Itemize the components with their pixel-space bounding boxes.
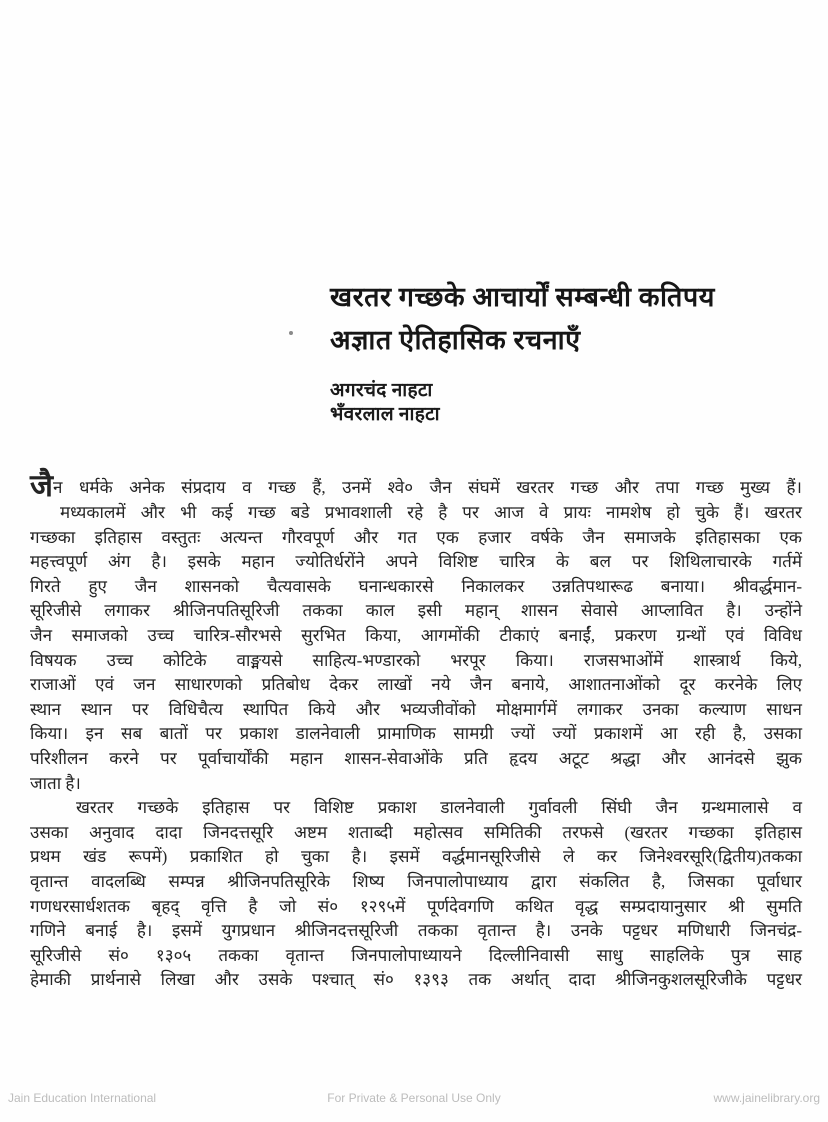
- body-line: खरतर गच्छके इतिहास पर विशिष्ट प्रकाश डालनेवाली गुर्वावली सिंघी जैन ग्रन्थमालासे व: [76, 798, 802, 818]
- page-footer: [0, 1091, 828, 1111]
- body-line: जैन समाजको उच्च चारित्र-सौरभसे सुरभित किया, आगमोंकी टीकाएं बनाईं, प्रकरण ग्रन्थों एवं विविध: [30, 625, 802, 645]
- footer-usage-notice: For Private & Personal Use Only: [327, 1091, 501, 1105]
- body-line: जाता है।: [30, 773, 81, 793]
- body-line: वृतान्त वादलब्धि सम्पन्न श्रीजिनपतिसूरिके शिष्य जिनपालोपाध्याय द्वारा संकलित है, जिसका पूर्वाधार: [30, 871, 802, 891]
- body-line: राजाओं एवं जन साधारणको प्रतिबोध देकर लाखों नये जैन बनाये, आशातनाओंको दूर करनेके लिए: [30, 675, 802, 695]
- article-body: [30, 470, 802, 993]
- article-title-line-2: अज्ञात ऐतिहासिक रचनाएँ: [330, 325, 581, 355]
- body-line: सूरिजीसे लगाकर श्रीजिनपतिसूरिजी तकका काल इसी महान् शासन सेवासे आप्लावित है। उन्होंने: [30, 601, 802, 621]
- body-line: महत्त्वपूर्ण अंग है। इसके महान ज्योतिर्धरोंने अपने विशिष्ट चारित्र के बल पर शिथिलाचारके गर्तमें: [30, 552, 802, 572]
- author-name: भँवरलाल नाहटा: [330, 404, 440, 425]
- body-line: परिशीलन करने पर पूर्वाचार्योंकी महान शासन-सेवाओंके प्रति हृदय अटूट श्रद्धा और आनंदसे झुक: [30, 748, 802, 768]
- body-line: हेमाकी प्रार्थनासे लिखा और उसके पश्चात् सं० १३९३ तक अर्थात् दादा श्रीजिनकुशलसूरिजीके पट्टधर: [30, 970, 802, 990]
- body-line: प्रथम खंड रूपमें) प्रकाशित हो चुका है। इसमें वर्द्धमानसूरिजीसे ले कर जिनेश्वरसूरि(द्वितीय)तकका: [30, 847, 802, 867]
- author-block: [330, 379, 440, 427]
- article-title-line-1: खरतर गच्छके आचार्यों सम्बन्धी कतिपय: [330, 282, 715, 312]
- author-name: अगरचंद नाहटा: [330, 380, 433, 401]
- body-line: मध्यकालमें और भी कई गच्छ बडे प्रभावशाली रहे है पर आज वे प्रायः नामशेष हो चुके हैं। खरतर: [60, 503, 802, 522]
- body-line: किया। इन सब बातों पर प्रकाश डालनेवाली प्रामाणिक सामग्री ज्यों ज्यों प्रकाशमें आ रही है, उसका: [30, 724, 802, 744]
- article-title: [330, 276, 750, 362]
- body-line: गच्छका इतिहास वस्तुतः अत्यन्त गौरवपूर्ण और गत एक हजार वर्षके जैन समाजके इतिहासका एक: [30, 527, 802, 547]
- body-line: स्थान स्थान पर विधिचैत्य स्थापित किये और भव्यजीवोंको मोक्षमार्गमें लगाकर उनका कल्याण साधन: [30, 699, 802, 719]
- body-line: गिरते हुए जैन शासनको चैत्यवासके घनान्धकारसे निकालकर उन्नतिपथारूढ बनाया। श्रीवर्द्धमान-: [30, 576, 802, 596]
- footer-website: www.jainelibrary.org: [713, 1091, 820, 1105]
- footer-publisher: Jain Education International: [8, 1091, 157, 1105]
- body-line: उसका अनुवाद दादा जिनदत्तसूरि अष्टम शताब्दी महोत्सव समितिकी तरफसे (खरतर गच्छका इतिहास: [30, 822, 802, 842]
- body-line: सूरिजीसे सं० १३०५ तकका वृतान्त जिनपालोपाध्यायने दिल्लीनिवासी साधु साहलिके पुत्र साह: [30, 945, 802, 965]
- body-line: गणिने बनाई है। इसमें युगप्रधान श्रीजिनदत्तसूरिजी तकका वृतान्त है। उनके पट्टधर मणिधारी जिनचंद्र-: [30, 921, 802, 941]
- body-line: गणधरसार्धशतक बृहद् वृत्ति है जो सं० १२९५में पूर्णदेवगणि कथित वृद्ध सम्प्रदायानुसार श्री सुमति: [30, 896, 802, 916]
- ink-dot: [289, 331, 293, 335]
- body-line: [30, 470, 802, 501]
- body-line-text: न धर्मके अनेक संप्रदाय व गच्छ हैं, उनमें श्वे० जैन संघमें खरतर गच्छ और तपा गच्छ मुख्य हैं।: [53, 478, 802, 497]
- body-line: विषयक उच्च कोटिके वाङ्मयसे साहित्य-भण्डारको भरपूर किया। राजसभाओंमें शास्त्रार्थ किये,: [30, 650, 802, 670]
- drop-cap: जै: [30, 468, 54, 503]
